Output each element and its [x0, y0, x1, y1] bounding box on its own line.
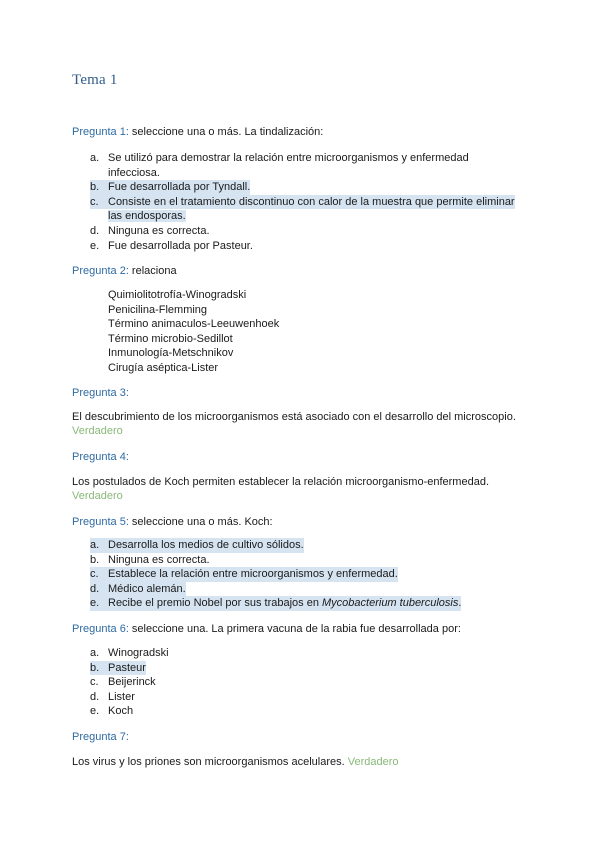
q6-option-e [90, 704, 133, 719]
q2-item: Inmunología-Metschnikov [108, 347, 234, 360]
question-1-header [72, 125, 323, 139]
q1-option-d-letter: d. [90, 225, 100, 237]
question-1-label: Pregunta 1: [72, 126, 129, 138]
q1-option-c-text: Consiste en el tratamiento discontinuo con calor de la muestra que permite eliminar [108, 195, 515, 208]
q5-option-e-text-italic: Mycobacterium tuberculosis [322, 597, 459, 610]
question-7-header [72, 730, 129, 744]
q6-option-d-letter: d. [90, 690, 100, 703]
q5-option-b-text: Ninguna es correcta. [108, 553, 210, 566]
q6-option-c-text: Beijerinck [108, 676, 156, 689]
question-2-label: Pregunta 2: [72, 265, 129, 277]
q6-option-c-letter: c. [90, 676, 99, 689]
q1-option-a [90, 151, 469, 166]
q1-option-d-text: Ninguna es correcta. [108, 225, 210, 237]
q1-option-e [90, 239, 253, 254]
q2-item: Término microbio-Sedillot [108, 332, 233, 345]
question-5-header [72, 515, 273, 529]
q1-option-c-text-cont: las endosporas. [108, 210, 186, 223]
question-4-label: Pregunta 4: [72, 451, 129, 463]
q5-option-c-letter: c. [90, 567, 108, 582]
q5-option-a-letter: a. [90, 538, 108, 553]
q6-option-d-text: Lister [108, 690, 135, 703]
q1-option-a-text-cont: infecciosa. [108, 166, 160, 179]
question-6-prompt: seleccione una. La primera vacuna de la rabia fue desarrollada por: [128, 623, 461, 635]
question-3-label: Pregunta 3: [72, 387, 129, 399]
q1-option-a-letter: a. [90, 152, 100, 164]
q5-option-d-text: Médico alemán. [108, 582, 186, 595]
question-7-statement: Los virus y los priones son microorganismos acelulares. [72, 756, 348, 768]
q6-option-b-text: Pasteur [108, 661, 146, 674]
q5-option-a [90, 538, 304, 553]
q1-option-d [90, 224, 210, 239]
q6-option-a [90, 646, 169, 661]
q1-option-e-letter: e. [90, 239, 100, 252]
question-4-header [72, 450, 129, 464]
q2-item: Quimiolitotrofía-Winogradski [108, 289, 247, 301]
question-3-answer: Verdadero [72, 425, 123, 437]
q5-option-e-text-main: Recibe el premio Nobel por sus trabajos en [108, 597, 323, 610]
question-4-answer: Verdadero [72, 490, 123, 502]
question-7-answer: Verdadero [347, 756, 399, 768]
q5-option-e-text-tail: . [458, 597, 462, 610]
q5-option-b [90, 553, 210, 568]
question-6-label: Pregunta 6: [72, 623, 129, 635]
q5-option-e-text [108, 596, 461, 611]
q1-option-e-text: Fue desarrollada por Pasteur. [108, 239, 253, 252]
question-4-statement: Los postulados de Koch permiten establecer la relación microorganismo-enfermedad. [72, 476, 490, 488]
q6-option-b [90, 661, 146, 676]
q5-option-e-letter: e. [90, 596, 108, 611]
q2-item: Cirugía aséptica-Lister [108, 362, 219, 374]
q1-option-b-letter: b. [90, 180, 108, 195]
q1-option-c-letter: c. [90, 195, 108, 210]
q1-option-b [90, 180, 250, 195]
q1-option-c-text-cont-wrap [108, 209, 186, 224]
question-3-header [72, 386, 129, 400]
question-5-label: Pregunta 5: [72, 516, 129, 528]
question-5-prompt: seleccione una o más. Koch: [128, 516, 273, 528]
q2-item: Término animaculos-Leeuwenhoek [108, 318, 280, 331]
q6-option-e-text: Koch [108, 705, 134, 718]
question-2-prompt: relaciona [128, 265, 177, 277]
page-title: Tema 1 [72, 72, 118, 88]
question-3-statement: El descubrimiento de los microorganismos está asociado con el desarrollo del microscopio. [72, 411, 516, 423]
q5-option-a-text: Desarrolla los medios de cultivo sólidos. [108, 539, 304, 551]
q2-item: Penicilina-Flemming [108, 303, 208, 316]
question-7-statement-line [72, 755, 399, 769]
q1-option-c [90, 195, 515, 210]
q1-option-b-text: Fue desarrollada por Tyndall. [108, 181, 251, 194]
q6-option-e-letter: e. [90, 705, 100, 718]
q6-option-c [90, 675, 156, 690]
question-2-header [72, 264, 177, 278]
q6-option-a-text: Winogradski [108, 647, 169, 659]
q6-option-b-letter: b. [90, 661, 108, 676]
question-1-prompt: seleccione una o más. La tindalización: [128, 126, 324, 138]
q5-option-d [90, 582, 186, 597]
q5-option-c [90, 567, 398, 582]
q5-option-e [90, 596, 461, 611]
q5-option-c-text: Establece la relación entre microorganismos y enfermedad. [108, 568, 398, 581]
q5-option-b-letter: b. [90, 553, 100, 566]
question-7-label: Pregunta 7: [72, 731, 129, 743]
q5-option-d-letter: d. [90, 582, 108, 597]
q6-option-d [90, 690, 135, 705]
question-6-header [72, 622, 461, 636]
q1-option-a-text: Se utilizó para demostrar la relación entre microorganismos y enfermedad [108, 152, 469, 164]
q6-option-a-letter: a. [90, 647, 100, 659]
